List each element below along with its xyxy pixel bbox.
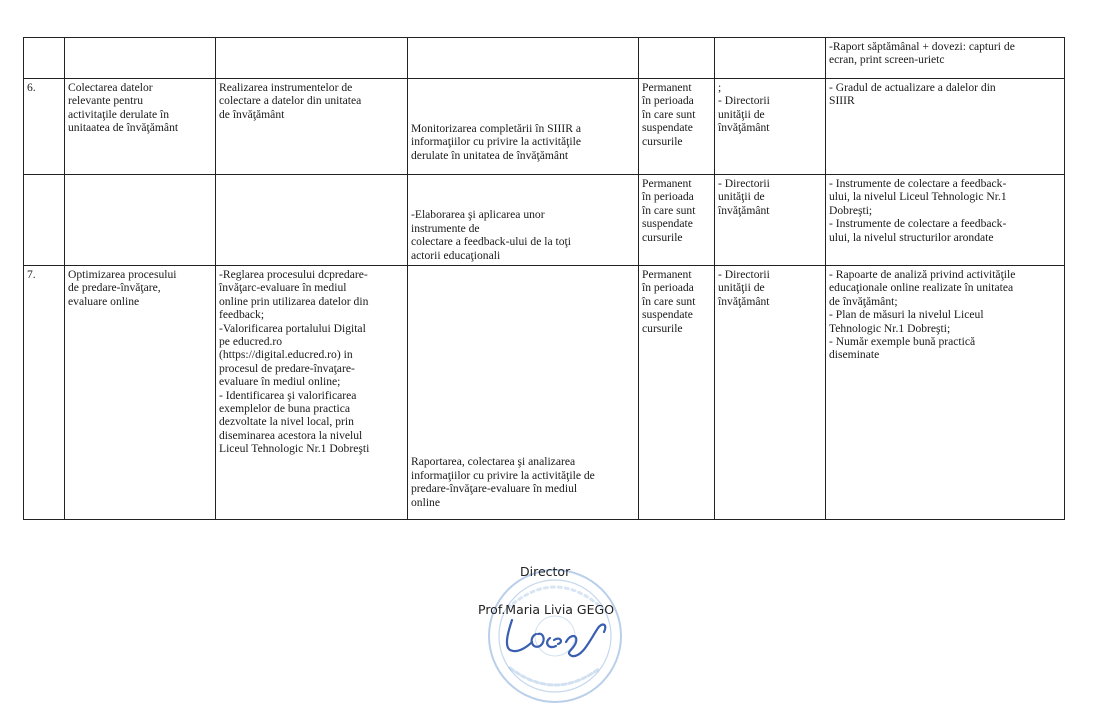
signature-title: Director: [520, 564, 571, 579]
cell-termen: [639, 38, 715, 79]
text-line: unităţii de: [718, 190, 765, 204]
cell-indicatori: [826, 175, 1065, 266]
text-line: de învăţământ: [219, 107, 285, 121]
text-line: - Rapoarte de analiză privind activităţile: [829, 268, 1016, 281]
text-line: instrumente de: [411, 221, 480, 235]
text-line: procesul de predare-învaţare-: [219, 361, 355, 375]
text-line: Tehnologic Nr.1 Dobreşti;: [829, 321, 951, 335]
table-row-6b: [24, 175, 1065, 266]
cell-obiectiv: [65, 175, 216, 266]
handwritten-signature-icon: [498, 612, 618, 660]
table-row-previous: [24, 38, 1065, 79]
text-line: unităţii de: [718, 107, 765, 121]
cell-indicatori: [826, 38, 1065, 79]
text-line: - Directorii: [718, 177, 770, 190]
text-line: suspendate: [642, 121, 693, 135]
text-line: învăţământ: [718, 203, 770, 217]
text-line: (https://digital.educred.ro) in: [219, 348, 353, 362]
row-number: 6.: [27, 81, 36, 94]
cell-actiuni: [216, 79, 408, 175]
text-line: evaluare online: [68, 294, 140, 308]
text-line: învăţământ: [718, 294, 770, 308]
text-line: diseminate: [829, 348, 880, 362]
cell-actiuni: [216, 175, 408, 266]
text-line: ului, la nivelul Liceul Tehnologic Nr.1: [829, 190, 1007, 204]
text-line: Monitorizarea completării în SIIIR a: [411, 121, 581, 135]
cell-nr: [24, 79, 65, 175]
text-line: activitaţile derulate în: [68, 107, 170, 121]
signature-stroke: [507, 620, 532, 651]
text-line: derulate în unitatea de învăţământ: [411, 148, 569, 162]
text-line: colectare a datelor din unitatea: [219, 94, 362, 108]
text-line: -Reglarea procesului dcpredare-: [219, 268, 368, 281]
table-row-6: [24, 79, 1065, 175]
text-line: colectare a feedback-ului de la toţi: [411, 235, 571, 249]
table-row-7: [24, 266, 1065, 520]
cell-obiectiv: [65, 38, 216, 79]
text-line: Dobreşti;: [829, 203, 873, 217]
text-line: cursurile: [642, 321, 683, 335]
text-line: dezvoltate la nivel local, prin: [219, 415, 354, 429]
text-line: diseminarea acestora la nivelul: [219, 428, 363, 442]
text-line: online: [411, 495, 440, 509]
text-line: informaţiilor cu privire la activităţile de: [411, 468, 595, 482]
text-line: Realizarea instrumentelor de: [219, 81, 353, 94]
text-line: cursurile: [642, 134, 683, 148]
cell-responsabili: [715, 79, 826, 175]
text-line: învăţământ: [718, 121, 770, 135]
text-line: - Directorii: [718, 94, 770, 108]
text-line: în care sunt: [642, 203, 696, 217]
text-line: unităţii de: [718, 281, 765, 295]
cell-obiectiv: [65, 266, 216, 520]
signature-name: Prof.Maria Livia GEGO: [478, 602, 615, 617]
cell-nr: [24, 175, 65, 266]
cell-termen: [639, 175, 715, 266]
cell-activitati: [408, 266, 639, 520]
text-line: ului, la nivelul structurilor arondate: [829, 230, 994, 244]
text-line: - Instrumente de colectare a feedback-: [829, 177, 1007, 190]
text-line: ;: [718, 81, 722, 94]
text-line: evaluare în mediul online;: [219, 375, 341, 389]
cell-termen: [639, 266, 715, 520]
cell-activitati: [408, 38, 639, 79]
cell-obiectiv: [65, 79, 216, 175]
text-line: -Raport săptămânal + dovezi: capturi de: [829, 40, 1015, 53]
text-line: în perioada: [642, 190, 694, 204]
text-line: SIIIR: [829, 94, 855, 108]
cell-indicatori: [826, 266, 1065, 520]
text-line: de învăţământ;: [829, 294, 898, 308]
text-line: -Elaborarea şi aplicarea unor: [411, 208, 545, 222]
text-line: predare-învăţare-evaluare în mediul: [411, 482, 578, 496]
signature-stroke: [566, 625, 605, 657]
text-line: online prin utilizarea datelor din: [219, 294, 369, 308]
cell-nr: [24, 38, 65, 79]
text-line: actorii educaţionali: [411, 248, 501, 262]
text-line: - Instrumente de colectare a feedback-: [829, 217, 1007, 231]
text-line: exemplelor de buna practica: [219, 402, 351, 416]
text-line: Colectarea datelor: [68, 81, 153, 94]
cell-responsabili: [715, 38, 826, 79]
text-line: Permanent: [642, 268, 692, 281]
action-plan-table: [23, 37, 1065, 520]
cell-activitati: [408, 79, 639, 175]
text-line: informaţiilor cu privire la activităţile: [411, 135, 581, 149]
cell-nr: [24, 266, 65, 520]
cell-activitati: [408, 175, 639, 266]
text-line: suspendate: [642, 217, 693, 231]
cell-actiuni: [216, 38, 408, 79]
text-line: suspendate: [642, 308, 693, 322]
text-line: - Plan de măsuri la nivelul Liceul: [829, 308, 984, 322]
text-line: - Număr exemple bună practică: [829, 335, 976, 349]
text-line: - Directorii: [718, 268, 770, 281]
text-line: de predare-învăţare,: [68, 281, 161, 295]
row-number: 7.: [27, 268, 36, 281]
text-line: ecran, print screen-urietc: [829, 53, 945, 67]
text-line: -Valorificarea portalului Digital: [219, 321, 366, 335]
cell-responsabili: [715, 175, 826, 266]
text-line: - Identificarea şi valorificarea: [219, 388, 357, 402]
text-line: cursurile: [642, 230, 683, 244]
signature-stroke: [547, 638, 561, 647]
cell-termen: [639, 79, 715, 175]
text-line: Permanent: [642, 177, 692, 190]
signature-stroke: [532, 634, 544, 647]
text-line: - Gradul de actualizare a dalelor din: [829, 81, 996, 94]
text-line: Optimizarea procesului: [68, 268, 177, 281]
cell-responsabili: [715, 266, 826, 520]
text-line: în perioada: [642, 281, 694, 295]
text-line: feedback;: [219, 308, 265, 322]
text-line: educaţionale online realizate în unitatea: [829, 281, 1014, 295]
text-line: în perioada: [642, 94, 694, 108]
cell-actiuni: [216, 266, 408, 520]
text-line: în care sunt: [642, 107, 696, 121]
text-line: pe educred.ro: [219, 335, 283, 349]
text-line: învăţarc-evaluare în mediul: [219, 281, 347, 295]
text-line: Raportarea, colectarea şi analizarea: [411, 455, 576, 469]
text-line: relevante pentru: [68, 94, 143, 108]
text-line: unitaatea de învăţământ: [68, 121, 179, 135]
text-line: în care sunt: [642, 294, 696, 308]
text-line: Liceul Tehnologic Nr.1 Dobreşti: [219, 442, 370, 456]
text-line: Permanent: [642, 81, 692, 94]
cell-indicatori: [826, 79, 1065, 175]
